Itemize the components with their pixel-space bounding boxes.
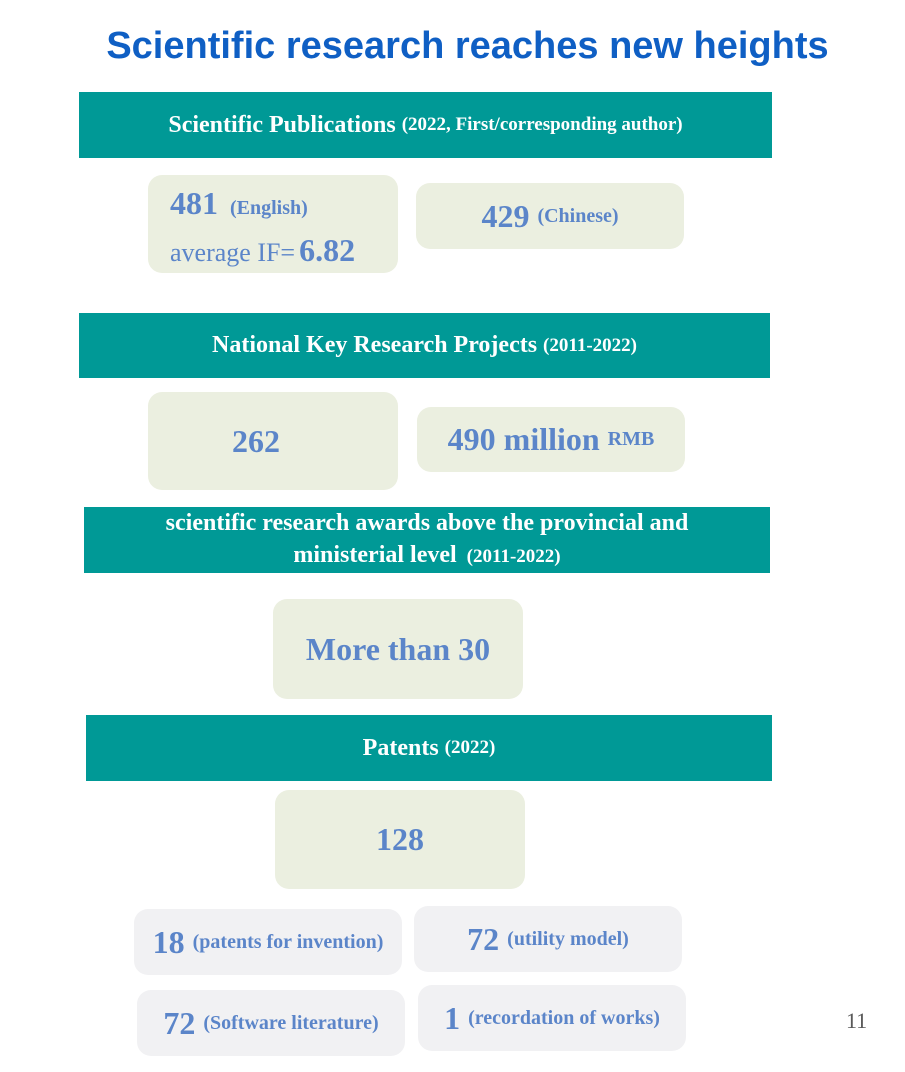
patent-software-label: (Software literature) (203, 1011, 379, 1034)
awards-header-line1: scientific research awards above the provincial and (165, 509, 689, 536)
chinese-count: 429 (481, 197, 530, 234)
patent-software-count: 72 (163, 1004, 196, 1041)
patent-invention-label: (patents for invention) (192, 930, 384, 953)
patents-invention-box (134, 909, 402, 975)
patents-total-box (275, 790, 525, 889)
awards-header-line2: ministerial level (293, 541, 457, 568)
projects-funding-unit: RMB (607, 428, 655, 450)
page-number: 11 (846, 1008, 868, 1033)
publications-header (79, 92, 772, 158)
english-publications-box (148, 175, 398, 273)
awards-value-box (273, 599, 523, 699)
projects-header-note: (2011-2022) (543, 334, 637, 356)
awards-header-note: (2011-2022) (466, 545, 561, 567)
chinese-publications-box (416, 183, 684, 249)
patent-works-label: (recordation of works) (468, 1006, 660, 1029)
page-title: Scientific research reaches new heights (106, 25, 829, 67)
patent-invention-count: 18 (152, 923, 185, 960)
english-count: 481 (170, 185, 218, 221)
publications-header-note: (2022, First/corresponding author) (401, 114, 683, 135)
projects-header-label: National Key Research Projects (212, 332, 538, 358)
patents-utility-box (414, 906, 682, 972)
patents-software-box (137, 990, 405, 1056)
awards-value: More than 30 (305, 630, 491, 667)
patent-utility-label: (utility model) (507, 927, 629, 950)
patents-header-note: (2022) (444, 737, 496, 758)
projects-count: 262 (232, 422, 280, 459)
projects-funding: 490 million (447, 421, 600, 457)
impact-factor-value: 6.82 (299, 232, 356, 268)
patents-total: 128 (376, 821, 424, 857)
patents-header-label: Patents (362, 734, 439, 761)
awards-header (84, 507, 770, 573)
projects-header (79, 313, 770, 378)
patent-works-count: 1 (444, 999, 461, 1036)
projects-funding-box (417, 407, 685, 472)
publications-header-label: Scientific Publications (168, 111, 396, 138)
patent-utility-count: 72 (467, 920, 500, 957)
chinese-label: (Chinese) (537, 204, 619, 227)
english-label: (English) (230, 197, 308, 219)
impact-factor-label: average IF= (170, 238, 296, 267)
patents-header (86, 715, 772, 781)
projects-count-box (148, 392, 398, 490)
patents-works-box (418, 985, 686, 1051)
